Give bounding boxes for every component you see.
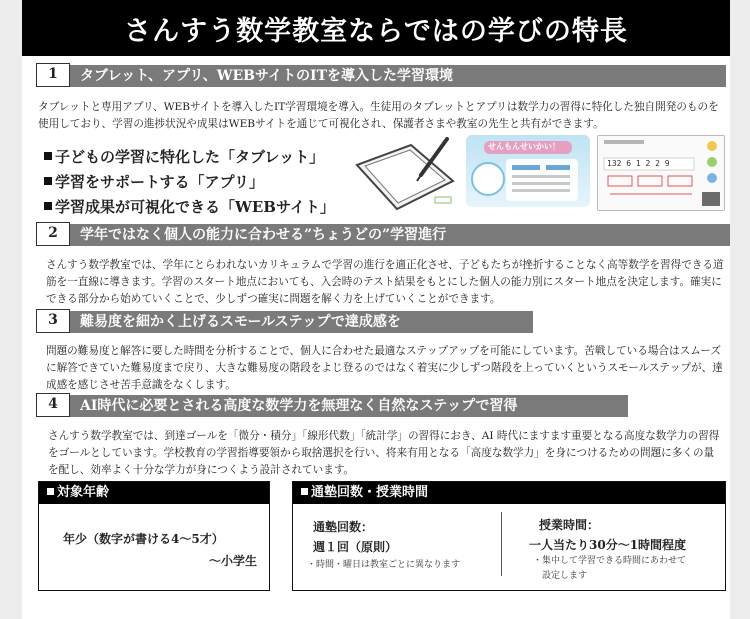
lesson-time-label: 授業時間： xyxy=(539,518,600,532)
section-4-body: さんすう数学教室では、到達ゴールを「微分・積分」「線形代数」「統計学」の習得におき、AI 時代にますます重要となる高度な数学力の習得をゴールとしています。学校教育の学習指導要領から取捨選択を行い、将来有用となる「高度な数学力」を身につけるための問題に多くの量を配し、効率よく十分な学力が身につくよう設計されています。 xyxy=(48,430,720,476)
section-3-body: 問題の難易度と解答に要した時間を分析することで、個人に合わせた最適なステップアップを可能にしています。苦戦している場合はスムーズに解答できていた難易度まで戻り、大きな難易度の階段をよじ登るのではなく着実に少しずつ階段を上っていくというスモールステップが、達成感を感じさせ苦手意識をなくします。 xyxy=(46,345,723,391)
square-bullet-icon xyxy=(44,202,52,210)
bullet-app: 学習をサポートする「アプリ」 xyxy=(44,170,335,195)
section-number: 3 xyxy=(36,309,70,333)
feature-bullet-list xyxy=(44,145,335,220)
app-screen-caption: せんもんせいかい！ xyxy=(488,141,560,151)
section-title: タブレット、アプリ、WEBサイトのITを導入した学習環境 xyxy=(58,65,726,87)
web-number-row: 132 6 1 2 2 9 xyxy=(607,159,670,168)
target-age-header: 対象年齢 xyxy=(39,482,269,504)
visits-note: ・時間・曜日は教室ごとに異なります xyxy=(307,560,461,570)
section-1-body: タブレットと専用アプリ、WEBサイトを導入したIT学習環境を導入。生徒用のタブレットとアプリは数学力の習得に特化した独自開発のものを使用しており、学習の進捗状況や成果はWEBサイトを通じて可視化され、保護者さまや教室の先生と共有ができます。 xyxy=(38,101,719,130)
app-screenshot xyxy=(466,135,590,207)
bullet-website: 学習成果が可視化できる「WEBサイト」 xyxy=(44,195,335,220)
website-screenshot xyxy=(597,135,725,211)
page-title: さんすう数学教室ならではの学びの特長 xyxy=(22,0,730,56)
square-bullet-icon xyxy=(44,152,52,160)
section-title: AI時代に必要とされる高度な数学力を無理なく自然なステップで習得 xyxy=(58,395,628,417)
lesson-time-value: 一人当たり30分～1時間程度 xyxy=(529,538,687,552)
section-4-heading xyxy=(36,393,656,417)
target-age-range: 年少（数字が書ける4～5才） xyxy=(63,532,224,546)
section-title: 学年ではなく個人の能力に合わせる”ちょうどの”学習進行 xyxy=(58,224,730,246)
schedule-box xyxy=(292,481,726,591)
section-2-heading xyxy=(36,222,726,246)
visits-value: 週１回（原則） xyxy=(313,540,398,554)
lesson-time-note-2: 設定します xyxy=(542,571,588,581)
section-number: 4 xyxy=(36,393,70,417)
column-divider xyxy=(501,512,502,576)
section-number: 1 xyxy=(36,63,70,87)
bullet-tablet: 子どもの学習に特化した「タブレット」 xyxy=(44,145,335,170)
square-bullet-icon xyxy=(47,488,54,495)
flyer-page xyxy=(22,0,730,619)
square-bullet-icon xyxy=(301,488,308,495)
schedule-header: 通塾回数・授業時間 xyxy=(293,482,725,504)
lesson-time-note-1: ・集中して学習できる時間にあわせて xyxy=(533,556,687,566)
section-1-heading xyxy=(36,63,726,87)
web-screen-graphic xyxy=(598,136,725,211)
target-age-upper: ～小学生 xyxy=(209,554,258,568)
target-age-box xyxy=(38,481,270,591)
section-number: 2 xyxy=(36,222,70,246)
section-title: 難易度を細かく上げるスモールステップで達成感を xyxy=(58,311,533,333)
visits-label: 通塾回数： xyxy=(313,520,374,534)
section-2-body: さんすう数学教室では、学年にとらわれないカリキュラムで学習の進行を適正化させ、子どもたちが挫折することなく高等数学を習得できる道筋を一直線に導きます。学習のスタート地点においても、入会時のテスト結果をもとにした個人の能力別にスタート地点を決定します。確実にできる部分から始めていくことで、少しずつ確実に問題を解く力を上げていくことができます。 xyxy=(46,259,724,305)
section-3-heading xyxy=(36,309,536,333)
square-bullet-icon xyxy=(44,177,52,185)
tablet-pen-icon xyxy=(349,135,459,215)
